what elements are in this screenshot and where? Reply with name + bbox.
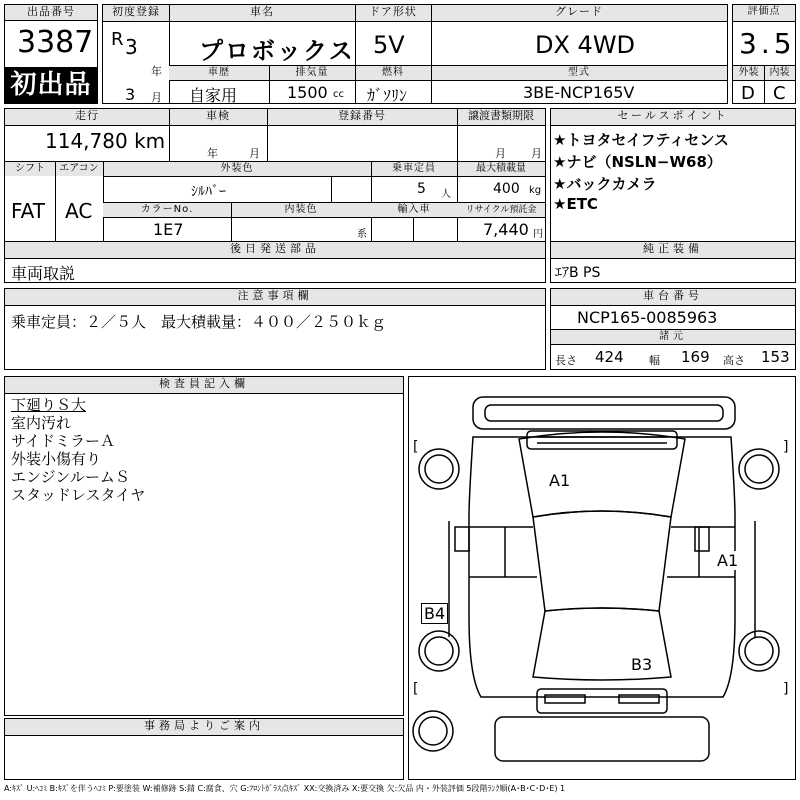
bracket-close: ] (783, 681, 789, 697)
damage-mark: B3 (631, 655, 653, 674)
inspector-line: 外装小傷有り (11, 450, 102, 468)
later-parts-label: 後日発送部品 (5, 242, 545, 258)
model-label: 型式 (431, 66, 727, 80)
bracket-open: [ (413, 681, 419, 697)
genuine-section (550, 241, 796, 283)
specs-section (4, 108, 546, 242)
ac-label: エアコン (55, 162, 103, 176)
exterior-grade: D (741, 83, 755, 104)
chassis-label: 車台番号 (551, 289, 795, 305)
mileage-label: 走行 (5, 109, 169, 125)
inspection-label: 車検 (169, 109, 267, 125)
lot-block (4, 4, 98, 104)
recycle-value: 7,440 (483, 220, 529, 239)
seats-value: 5 (417, 181, 426, 197)
year-number: 3 (125, 35, 138, 59)
inspection-year-unit: 年 (207, 147, 218, 160)
damage-mark: B4 (421, 603, 448, 624)
header-section (4, 4, 796, 104)
length-label: 長さ (555, 354, 577, 367)
height-label: 高さ (723, 354, 745, 367)
inspector-line: 下廻りＳ大 (11, 396, 87, 414)
mileage-value: 114,780 km (45, 129, 166, 153)
lot-number: 3387 (17, 25, 94, 60)
chassis-value: NCP165-0085963 (577, 308, 718, 327)
month-number: 3 (125, 85, 136, 104)
fuel-value: ｶﾞｿﾘﾝ (367, 86, 408, 105)
sales-point: ★バックカメラ (553, 175, 657, 193)
first-reg-label: 初度登録 (103, 5, 169, 21)
seats-label: 乗車定員 (371, 162, 457, 176)
bracket-open: [ (413, 439, 419, 455)
chassis-section (550, 288, 796, 370)
color-value: ｼﾙﾊﾞｰ (191, 184, 226, 200)
ac-value: AC (65, 199, 93, 223)
grade-label: グレード (431, 5, 727, 21)
model-value: 3BE-NCP165V (523, 83, 635, 102)
car-name: プロボックス (199, 37, 355, 65)
load-unit: kg (529, 185, 542, 196)
year-unit: 年 (151, 65, 162, 78)
header-grid (102, 4, 728, 104)
office-label: 事務局よりご案内 (5, 719, 403, 735)
inspector-line: エンジンルームＳ (11, 468, 130, 486)
history-label: 車歴 (169, 66, 269, 80)
width-label: 幅 (649, 354, 660, 367)
car-outline-svg (409, 377, 795, 779)
seats-unit: 人 (441, 189, 451, 200)
car-diagram (408, 376, 796, 780)
grade: DX 4WD (535, 31, 636, 59)
interior-label: 内装 (764, 66, 795, 80)
score-value: 3.5 (739, 27, 796, 60)
color-no-label: カラーNo. (103, 203, 231, 217)
damage-mark: A1 (717, 551, 739, 570)
footer-legend: A:ｷｽﾞ U:ﾍｺﾐ B:ｷｽﾞを伴うﾍｺﾐ P:要塗装 W:補修跡 S:錆 C:腐食、穴 G:ﾌﾛﾝﾄｶﾞﾗｽ点ｷｽﾞ XX:交換済み X:要交換 欠:欠品 内・外装評価 5段階ﾗﾝｸ順(A･B･C･D･E) 1 (4, 784, 566, 793)
era: R (111, 29, 124, 50)
dims-label: 諸元 (551, 330, 795, 344)
office-section (4, 718, 404, 780)
load-label: 最大積載量 (457, 162, 545, 176)
reg-label: 登録番号 (267, 109, 457, 125)
width-value: 169 (681, 348, 710, 366)
car-name-label: 車名 (169, 5, 355, 21)
door-label: ドア形状 (355, 5, 431, 21)
score-block (732, 4, 796, 104)
recycle-unit: 円 (533, 229, 543, 240)
score-label: 評価点 (733, 5, 795, 21)
exterior-label: 外装 (733, 66, 764, 80)
interior-color-label: 内装色 (231, 203, 371, 217)
notes-label: 注意事項欄 (5, 289, 545, 305)
import-label: 輸入車 (371, 203, 457, 217)
height-value: 153 (761, 348, 790, 366)
inspector-section (4, 376, 404, 716)
fuel-label: 燃料 (355, 66, 431, 80)
color-no-value: 1E7 (153, 220, 184, 239)
recycle-label: リサイクル預託金 (457, 203, 545, 217)
inspector-label: 検査員記入欄 (5, 377, 403, 393)
sales-label: セールスポイント (551, 109, 795, 125)
inspection-month-unit: 月 (249, 147, 260, 160)
history-value: 自家用 (189, 86, 238, 105)
displacement-label: 排気量 (269, 66, 355, 80)
lot-label: 出品番号 (5, 5, 97, 21)
genuine-value: ｴｱB PS (555, 265, 601, 281)
first-listing-badge: 初出品 (5, 67, 97, 103)
displacement-value: 1500 (287, 83, 328, 102)
interior-grade: C (773, 83, 786, 104)
notes-value: 乗車定員：２／５人 最大積載量：４００／２５０ｋｇ (11, 313, 387, 331)
inspector-line: スタッドレスタイヤ (11, 486, 146, 504)
load-value: 400 (493, 181, 520, 197)
interior-color-suffix: 系 (357, 229, 367, 240)
transfer-month-unit: 月 (495, 147, 506, 160)
inspector-line: サイドミラーＡ (11, 432, 115, 450)
notes-section (4, 288, 546, 370)
damage-mark: A1 (549, 471, 571, 490)
transfer-label: 譲渡書類期限 (457, 109, 545, 125)
month-unit: 月 (151, 91, 162, 104)
sales-point: ★トヨタセイフティセンス (553, 131, 729, 149)
sales-section (550, 108, 796, 242)
shift-label: シフト (5, 162, 55, 176)
sales-point: ★ナビ（NSLN−W68） (553, 153, 722, 171)
bracket-close: ] (783, 439, 789, 455)
displacement-unit: cc (333, 89, 344, 100)
later-parts-section (4, 241, 546, 283)
inspector-line: 室内汚れ (11, 414, 72, 432)
sales-point: ★ETC (553, 195, 598, 213)
shift-value: FAT (11, 199, 46, 223)
genuine-label: 純正装備 (551, 242, 795, 258)
length-value: 424 (595, 348, 624, 366)
color-label: 外装色 (103, 162, 371, 176)
transfer-day-unit: 月 (531, 147, 542, 160)
door-type: 5V (373, 31, 405, 59)
later-parts-value: 車両取説 (11, 264, 76, 283)
